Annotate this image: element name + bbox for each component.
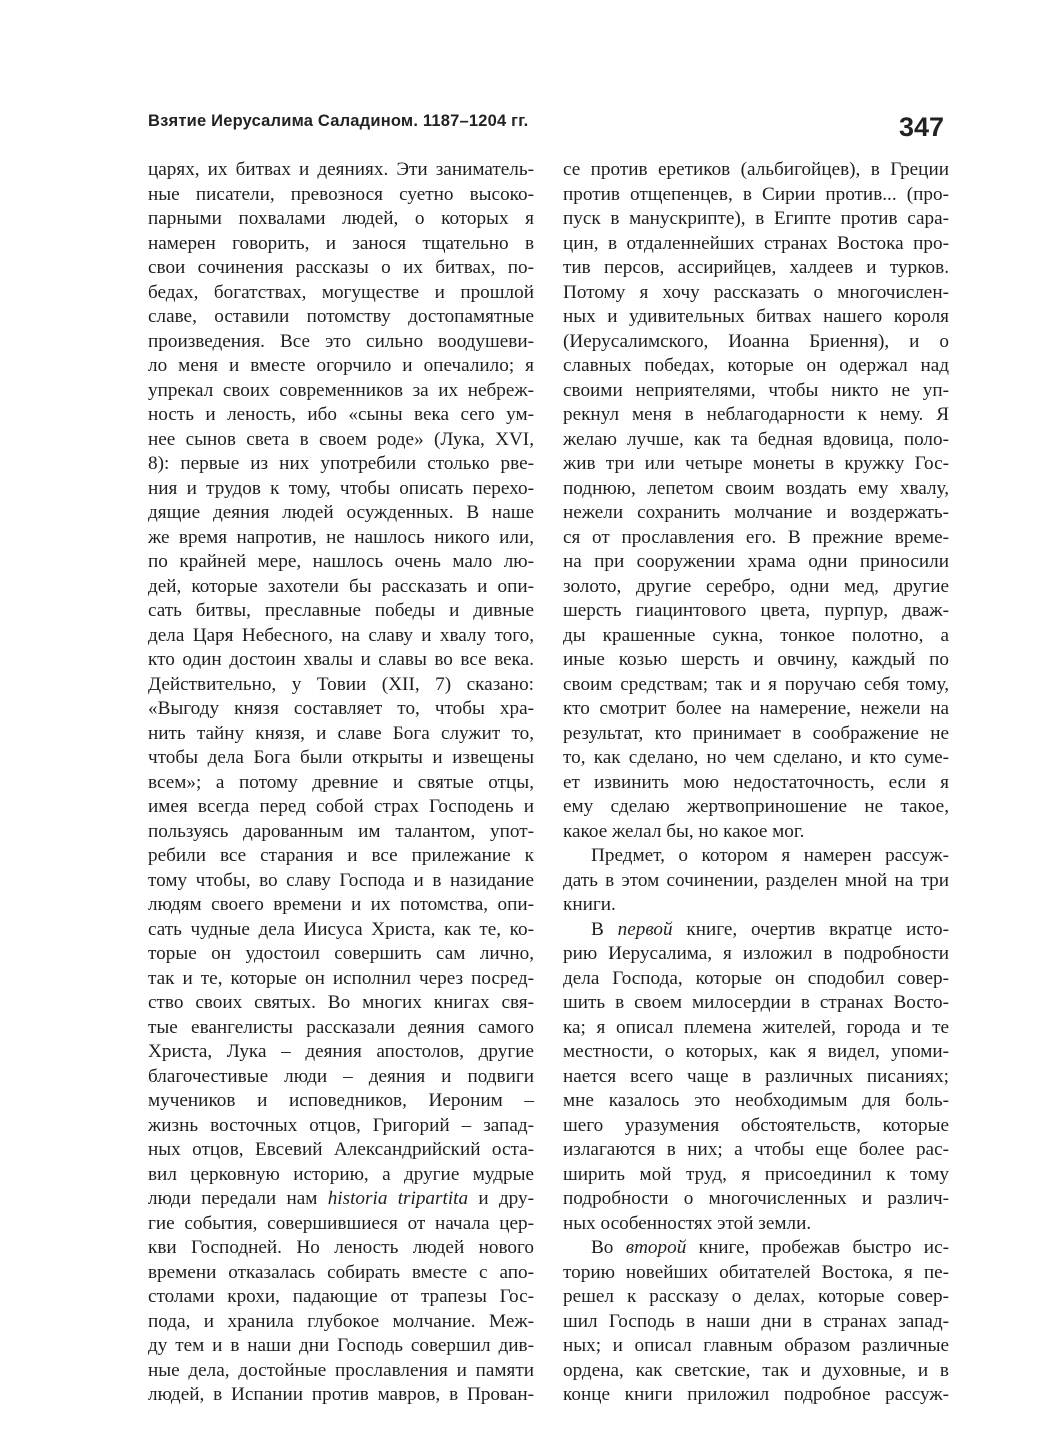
text-line: людям своего времени и их потомства, опи-: [148, 894, 534, 915]
text-line: бедах, богатствах, могуществе и прошлой: [148, 281, 534, 303]
text-line: жив три или четыре монеты в кружку Гос-: [563, 453, 949, 474]
text-line: так и те, которые он исполнил через посред-: [148, 967, 534, 989]
text-line: мучеников и исповедников, Иероним –: [148, 1090, 534, 1111]
text-line: книги.: [563, 894, 616, 915]
left-column: [148, 158, 534, 1408]
text-line: ные дела, достойные прославления и памяти: [148, 1359, 534, 1381]
text-line: ду тем и в наши дни Господь совершил див-: [148, 1335, 534, 1356]
text-line: Действительно, у Товии (XII, 7) сказано:: [148, 673, 534, 695]
text-line: же время напротив, не нашлось никого или,: [148, 526, 534, 548]
text-line: парными похвалами людей, о которых я: [148, 208, 534, 229]
text-line: шил Господь в наши дни в странах запад-: [563, 1310, 949, 1332]
text-line: людей, в Испании против мавров, в Прован-: [148, 1384, 534, 1405]
text-line: шить в своем милосердии в странах Восто-: [563, 992, 949, 1013]
text-line: славе, оставили потомству достопамятные: [148, 306, 534, 327]
text-line: сать битвы, преславные победы и дивные: [148, 600, 534, 621]
text-line: нежели сохранить молчание и воздержать-: [563, 502, 949, 523]
text-line: всем»; а потому древние и святые отцы,: [148, 771, 534, 793]
text-line: дела Господа, которые он сподобил совер-: [563, 967, 949, 989]
text-line: золото, другие серебро, одни мед, другие: [563, 575, 949, 597]
text-line: нается всего чаще в различных писаниях;: [563, 1065, 949, 1087]
text-line: дела Царя Небесного, на славу и хвалу того,: [148, 624, 534, 646]
text-line: иные козью шерсть и овчину, каждый по: [563, 649, 949, 670]
text-line: ка; я описал племена жителей, города и те: [563, 1016, 949, 1038]
text-line: В первой книге, очертив вкратце исто-: [591, 918, 949, 940]
text-line: нить тайну князя, и славе Бога служит то,: [148, 722, 534, 744]
text-line: ордена, как светские, так и духовные, и в: [563, 1359, 949, 1381]
text-line: тые евангелисты рассказали деяния самого: [148, 1016, 534, 1038]
text-line: ло меня и вместе огорчило и опечалило; я: [148, 355, 534, 376]
text-line: ния и трудов к тому, чтобы описать перехо-: [148, 477, 534, 499]
text-line: шерсть гиацинтового цвета, пурпур, дваж-: [563, 600, 949, 621]
text-line: ему сделаю жертвоприношение не такое,: [563, 796, 949, 817]
text-line: свои сочинения рассказы о их битвах, по-: [148, 257, 534, 278]
text-line: ды крашенные сукна, тонкое полотно, а: [563, 624, 949, 646]
text-line: «Выгоду князя составляет то, чтобы хра-: [148, 698, 534, 719]
text-line: гие события, совершившиеся от начала цер-: [148, 1212, 534, 1234]
text-line: пользуясь дарованным им талантом, упот-: [148, 820, 534, 842]
text-line: по крайней мере, нашлось очень мало лю-: [148, 551, 534, 572]
italic-term: второй: [625, 1237, 687, 1258]
text-line: результат, кто принимает в соображение не: [563, 722, 949, 744]
text-line: времени отказалась собирать вместе с апо-: [148, 1261, 534, 1283]
text-line: своим средствам; так и я поручаю себя тому,: [563, 673, 949, 695]
text-line: ных; и описал главным образом различные: [563, 1335, 949, 1356]
text-line: торые он удостоил совершить сам лично,: [148, 943, 534, 964]
text-line: торию новейших обитателей Востока, я пе-: [563, 1261, 949, 1283]
text-line: имея всегда перед собой страх Господень и: [148, 796, 534, 817]
text-line: мне казалось это необходимым для боль-: [563, 1090, 949, 1111]
text-line: кто один достоин хвалы и славы во все века.: [148, 649, 534, 670]
text-line: люди передали нам historia tripartita и дру-: [148, 1188, 535, 1209]
text-line: ширить мой труд, я присоединил к тому: [563, 1163, 949, 1185]
text-line: намерен говорить, и занося тщательно в: [148, 232, 534, 254]
text-line: на при сооружении храма одни приносили: [563, 551, 949, 572]
text-line: конце книги приложил подробное рассуж-: [563, 1384, 949, 1405]
text-line: излагаются в них; а чтобы еще более рас-: [563, 1139, 949, 1160]
text-line: чтобы дела Бога были открыты и извещены: [148, 747, 534, 768]
text-line: кви Господней. Но леность людей нового: [148, 1237, 534, 1258]
text-line: дящие деяния людей осужденных. В наше: [148, 502, 534, 523]
text-line: поднюю, лепетом своим воздать ему хвалу,: [563, 477, 949, 499]
text-line: пода, и хранила глубокое молчание. Меж-: [148, 1310, 534, 1332]
right-column: [563, 158, 949, 1408]
text-line: славных победах, которые он одержал над: [563, 355, 949, 376]
text-line: Во второй книге, пробежав быстро ис-: [591, 1237, 949, 1258]
text-line: тому чтобы, во славу Господа и в назидание: [148, 869, 534, 891]
text-line: (Иерусалимского, Иоанна Бриення), и о: [563, 330, 949, 352]
text-line: ных особенностях этой земли.: [563, 1212, 812, 1234]
italic-term: первой: [617, 918, 673, 940]
text-line: благочестивые люди – деяния и подвиги: [148, 1065, 534, 1087]
text-line: рекнул меня в неблагодарности к нему. Я: [563, 404, 949, 425]
text-line: Предмет, о котором я намерен рассуж-: [591, 845, 949, 866]
text-line: ство своих святых. Во многих книгах свя-: [148, 992, 534, 1013]
text-line: се против еретиков (альбигойцев), в Греции: [563, 159, 949, 180]
text-line: то, как сделано, но чем сделано, и кто суме-: [563, 747, 949, 768]
text-line: цин, в отдаленнейших странах Востока про-: [563, 232, 949, 254]
text-line: 8): первые из них употребили столько рве-: [148, 453, 534, 474]
text-line: подробности о многочисленных и различ-: [563, 1188, 949, 1209]
text-line: ся от прославления его. В прежние време-: [563, 526, 949, 548]
text-line: ребили все старания и все прилежание к: [148, 845, 534, 866]
text-line: местности, о которых, как я видел, упоми-: [563, 1041, 949, 1062]
text-line: ет извинить мою недостаточность, если я: [563, 771, 949, 793]
text-line: решел к рассказу о делах, которые совер-: [563, 1286, 949, 1307]
text-line: кто смотрит более на намерение, нежели на: [563, 698, 949, 719]
page-number: 347: [898, 112, 944, 142]
text-line: против отщепенцев, в Сирии против... (про-: [563, 183, 949, 205]
text-line: дать в этом сочинении, разделен мной на три: [563, 869, 949, 891]
text-line: ные писатели, превознося суетно высоко-: [148, 183, 534, 205]
text-line: вил церковную историю, а другие мудрые: [148, 1163, 534, 1185]
text-line: шего уразумения обстоятельств, которые: [563, 1114, 949, 1136]
text-line: Потому я хочу рассказать о многочислен-: [563, 281, 949, 303]
text-line: сать чудные дела Иисуса Христа, как те, ко-: [148, 918, 534, 940]
text-line: дей, которые захотели бы рассказать и опи-: [148, 575, 534, 597]
text-line: упрекал своих современников за их небреж-: [148, 379, 534, 401]
text-line: желаю лучше, как та бедная вдовица, поло-: [563, 428, 949, 450]
text-line: рию Иерусалима, я изложил в подробности: [563, 943, 949, 964]
italic-term: historia tripartita: [327, 1188, 469, 1209]
text-line: нее сынов света в своем роде» (Лука, XVI,: [148, 428, 534, 450]
text-line: Христа, Лука – деяния апостолов, другие: [148, 1041, 534, 1062]
text-line: ность и леность, ибо «сыны века сего ум-: [148, 404, 534, 425]
text-line: царях, их битвах и деяниях. Эти заниматель-: [148, 159, 534, 180]
text-line: ных и удивительных битвах нашего короля: [563, 306, 949, 327]
text-line: своими неприятелями, чтобы никто не уп-: [563, 379, 949, 401]
running-head: Взятие Иерусалима Саладином. 1187–1204 гг.: [148, 112, 529, 130]
text-line: жизнь восточных отцов, Григорий – запад-: [148, 1114, 534, 1136]
text-line: произведения. Все это сильно воодушеви-: [148, 330, 534, 352]
text-line: пуск в манускрипте), в Египте против сара-: [563, 208, 949, 229]
text-line: какое желал бы, но какое мог.: [563, 820, 805, 842]
text-line: ных отцов, Евсевий Александрийский оста-: [148, 1139, 534, 1160]
text-line: столами крохи, падающие от трапезы Гос-: [148, 1286, 534, 1307]
text-line: тив персов, ассирийцев, халдеев и турков.: [563, 257, 949, 278]
